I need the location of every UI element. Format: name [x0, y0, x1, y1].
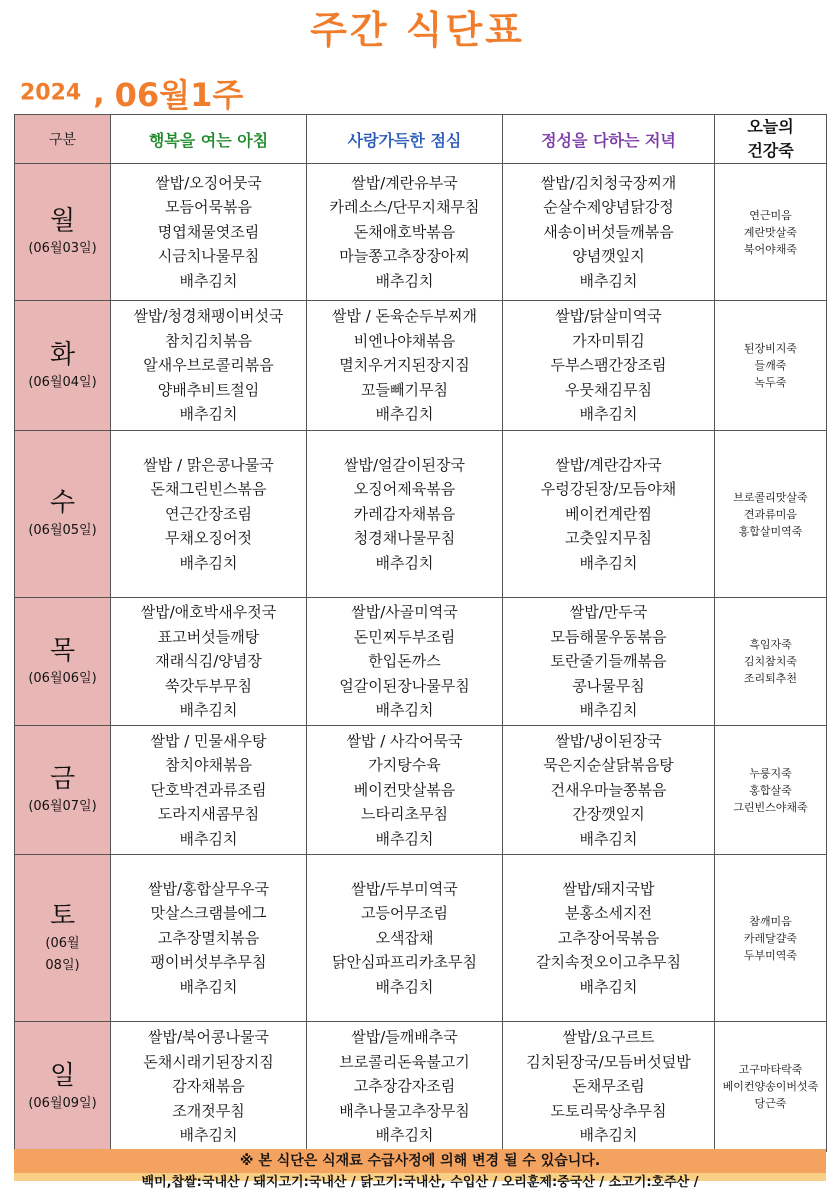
menu-item: 쌀밥/얼갈이된장국 — [344, 455, 465, 474]
day-date: (06월05일) — [28, 523, 97, 538]
menu-item: 쌀밥/만두국 — [569, 603, 648, 622]
menu-item: 배추김치 — [579, 405, 638, 424]
menu-item: 비엔나야채볶음 — [353, 331, 456, 350]
menu-item: 쌀밥/청경채팽이버섯국 — [133, 307, 284, 326]
menu-item: 배추김치 — [579, 701, 638, 720]
porridge-item: 된장비지죽 — [743, 342, 798, 355]
porridge-item: 그린빈스야채죽 — [733, 800, 808, 814]
menu-item: 토란줄기들깨볶음 — [550, 652, 667, 671]
day-date: (06월09일) — [28, 1095, 97, 1111]
menu-item: 배추김치 — [375, 829, 434, 848]
menu-item: 돈민찌두부조림 — [353, 627, 456, 646]
week-label — [20, 70, 243, 114]
menu-item: 조개젓무침 — [172, 1101, 245, 1120]
menu-item: 고추장멸치볶음 — [157, 928, 260, 947]
menu-item: 가자미튀김 — [572, 331, 645, 350]
menu-item: 배추김치 — [375, 405, 434, 424]
porridge-item: 당근죽 — [754, 1097, 787, 1110]
menu-item: 오색잡채 — [375, 928, 434, 947]
menu-item: 순살수제양념닭강정 — [543, 198, 674, 217]
porridge-item: 김치참치죽 — [743, 655, 798, 668]
menu-item: 모듬어묵볶음 — [165, 198, 252, 217]
day-date-line1: (06월 — [45, 936, 80, 951]
menu-item: 배추김치 — [579, 829, 638, 848]
day-row-sun — [15, 1022, 827, 1152]
porridge-item: 들깨죽 — [754, 359, 787, 372]
year: 2024 — [20, 80, 82, 106]
menu-item: 쌀밥 / 민물새우탕 — [150, 731, 267, 750]
menu-item: 마늘쫑고추장장아찌 — [339, 247, 470, 266]
menu-item: 배추김치 — [579, 1126, 638, 1145]
porridge-item: 카레달걀죽 — [743, 931, 798, 945]
lunch-cell — [307, 855, 503, 1022]
lunch-header: 사랑가득한 점심 — [307, 115, 503, 164]
day-row-mon — [15, 164, 827, 301]
day-name: 수 — [49, 488, 76, 518]
lunch-cell — [307, 598, 503, 726]
menu-item: 배추김치 — [375, 977, 434, 996]
menu-item: 닭안심파프리카초무침 — [332, 953, 477, 972]
porridge-item: 견과류미음 — [743, 507, 798, 521]
menu-item: 시금치나물무침 — [157, 247, 260, 266]
menu-item: 단호박견과류조림 — [150, 780, 267, 799]
menu-item: 참치김치볶음 — [165, 331, 252, 350]
menu-item: 한입돈까스 — [368, 652, 441, 671]
menu-item: 쌀밥/김치청국장찌개 — [540, 173, 677, 192]
dinner-cell — [503, 855, 715, 1022]
lunch-cell — [307, 726, 503, 855]
menu-item: 베이컨맛살볶음 — [353, 780, 456, 799]
porridge-item: 북어야채죽 — [743, 242, 798, 256]
health-porridge-cell — [715, 1022, 827, 1152]
menu-item: 배추나물고추장무침 — [339, 1101, 470, 1120]
menu-item: 알새우브로콜리볶음 — [143, 356, 274, 375]
menu-item: 연근간장조림 — [165, 504, 252, 523]
ingredient-origin-notice: 백미,찹쌀:국내산 / 돼지고기:국내산 / 닭고기:국내산, 수입산 / 오리훈제:중국산 / 소고기:호주산 / — [14, 1173, 826, 1181]
dinner-cell — [503, 301, 715, 431]
day-row-wed — [15, 431, 827, 598]
menu-item: 쌀밥 / 돈육순두부찌개 — [331, 307, 477, 326]
lunch-cell — [307, 164, 503, 301]
porridge-item: 흑임자죽 — [749, 638, 792, 651]
porridge-item: 브로콜리맛살죽 — [733, 490, 808, 504]
menu-item: 배추김치 — [179, 829, 238, 848]
menu-item: 배추김치 — [579, 977, 638, 996]
menu-item: 건새우마늘쫑볶음 — [550, 780, 667, 799]
health-porridge-cell — [715, 855, 827, 1022]
dinner-cell — [503, 1022, 715, 1152]
menu-item: 쌀밥/오징어뭇국 — [155, 173, 262, 192]
menu-item: 모듬해물우동볶음 — [550, 627, 667, 646]
week-comma: , — [93, 75, 105, 111]
day-date-line2: 08일) — [45, 958, 80, 973]
day-name: 토 — [49, 901, 76, 931]
menu-item: 배추김치 — [179, 271, 238, 290]
menu-item: 쌀밥/냉이된장국 — [555, 731, 662, 750]
menu-item: 돈채애호박볶음 — [353, 222, 456, 241]
porridge-item: 고구마타락죽 — [738, 1063, 803, 1076]
menu-item: 고춧잎지무침 — [565, 529, 652, 548]
menu-item: 돈채시래기된장지짐 — [143, 1052, 274, 1071]
menu-item: 가지탕수육 — [368, 756, 441, 775]
menu-item: 쌀밥/홍합살무우국 — [148, 879, 269, 898]
day-row-tue — [15, 301, 827, 431]
menu-item: 우렁강된장/모듬야채 — [540, 480, 677, 499]
menu-item: 고추장감자조림 — [353, 1077, 456, 1096]
menu-item: 팽이버섯부추무침 — [150, 953, 267, 972]
day-date: (06월06일) — [28, 670, 97, 686]
dinner-cell — [503, 598, 715, 726]
dinner-cell — [503, 164, 715, 301]
day-cell — [15, 431, 111, 598]
day-name: 목 — [49, 635, 76, 666]
menu-item: 카레감자채볶음 — [353, 504, 456, 523]
menu-item: 느타리초무침 — [361, 805, 448, 824]
porridge-item: 두부미역죽 — [743, 948, 798, 962]
header-row — [15, 115, 827, 164]
health-porridge-cell — [715, 431, 827, 598]
menu-item: 멸치우거지된장지짐 — [339, 356, 470, 375]
breakfast-cell — [111, 164, 307, 301]
health-porridge-cell — [715, 598, 827, 726]
breakfast-cell — [111, 726, 307, 855]
breakfast-header: 행복을 여는 아침 — [111, 115, 307, 164]
menu-item: 배추김치 — [375, 1126, 434, 1145]
menu-item: 양배추비트절임 — [157, 380, 260, 399]
menu-item: 쌀밥 / 맑은콩나물국 — [143, 455, 274, 474]
breakfast-cell — [111, 855, 307, 1022]
menu-item: 쑥갓두부무침 — [165, 676, 252, 695]
menu-item: 우뭇채김무침 — [565, 380, 652, 399]
health-porridge-cell — [715, 726, 827, 855]
health-header-line2: 건강죽 — [747, 141, 794, 160]
menu-item: 청경채나물무침 — [353, 529, 456, 548]
menu-item: 쌀밥/요구르트 — [562, 1028, 655, 1047]
menu-item: 참치야채볶음 — [165, 756, 252, 775]
menu-item: 베이컨계란찜 — [565, 504, 652, 523]
lunch-cell — [307, 301, 503, 431]
day-cell — [15, 1022, 111, 1152]
menu-item: 쌀밥/닭살미역국 — [555, 307, 662, 326]
menu-item: 배추김치 — [179, 977, 238, 996]
day-row-sat — [15, 855, 827, 1022]
porridge-item: 누룽지죽 — [749, 766, 792, 780]
menu-item: 분홍소세지전 — [565, 904, 652, 923]
day-cell — [15, 598, 111, 726]
health-header-line1: 오늘의 — [747, 117, 794, 136]
page-title: 주간 식단표 — [310, 8, 525, 52]
menu-item: 쌀밥/사골미역국 — [351, 603, 458, 622]
porridge-item: 홍합살미역죽 — [738, 524, 803, 538]
menu-item: 배추김치 — [179, 553, 238, 572]
menu-item: 쌀밥 / 사각어묵국 — [346, 731, 463, 750]
day-name: 일 — [49, 1060, 76, 1091]
menu-item: 고등어무조림 — [361, 904, 448, 923]
menu-item: 재래식김/양념장 — [155, 652, 262, 671]
day-name: 월 — [49, 206, 76, 236]
day-date: (06월03일) — [28, 241, 97, 256]
menu-item: 브로콜리돈육불고기 — [339, 1052, 470, 1071]
porridge-item: 녹두죽 — [754, 376, 787, 389]
dinner-cell — [503, 726, 715, 855]
menu-item: 돈채그린빈스볶음 — [150, 480, 267, 499]
menu-item: 명엽채물엿조림 — [157, 222, 260, 241]
menu-item: 꼬들빼기무침 — [361, 380, 448, 399]
menu-item: 감자채볶음 — [172, 1077, 245, 1096]
day-cell — [15, 301, 111, 431]
menu-item: 쌀밥/들깨배추국 — [351, 1028, 458, 1047]
day-row-fri — [15, 726, 827, 855]
menu-item: 표고버섯들깨탕 — [157, 627, 260, 646]
health-porridge-cell — [715, 164, 827, 301]
lunch-cell — [307, 431, 503, 598]
porridge-item: 홍합살죽 — [749, 783, 792, 797]
day-row-thu — [15, 598, 827, 726]
menu-change-notice: ※ 본 식단은 식재료 수급사정에 의해 변경 될 수 있습니다. — [14, 1149, 826, 1173]
menu-item: 갈치속젓오이고추무침 — [536, 953, 681, 972]
day-name: 금 — [49, 764, 76, 794]
menu-item: 간장깻잎지 — [572, 805, 645, 824]
weekly-menu-table — [14, 114, 827, 1152]
menu-item: 쌀밥/애호박새우젓국 — [140, 603, 277, 622]
menu-item: 배추김치 — [375, 553, 434, 572]
menu-item: 오징어제육볶음 — [353, 480, 456, 499]
porridge-item: 베이컨양송이버섯죽 — [722, 1080, 819, 1093]
breakfast-cell — [111, 431, 307, 598]
menu-item: 무채오징어젓 — [165, 529, 252, 548]
porridge-item: 연근미음 — [749, 208, 792, 222]
division-header: 구분 — [15, 115, 111, 164]
day-cell — [15, 855, 111, 1022]
menu-item: 새송이버섯들깨볶음 — [543, 222, 674, 241]
menu-item: 쌀밥/계란감자국 — [555, 455, 662, 474]
menu-item: 배추김치 — [179, 701, 238, 720]
menu-item: 도토리묵상추무침 — [550, 1101, 667, 1120]
menu-item: 쌀밥/북어콩나물국 — [148, 1028, 269, 1047]
menu-item: 두부스팸간장조림 — [550, 356, 667, 375]
day-cell — [15, 726, 111, 855]
menu-item: 배추김치 — [179, 405, 238, 424]
day-cell — [15, 164, 111, 301]
porridge-item: 조리퇴추천 — [743, 672, 798, 685]
menu-item: 배추김치 — [375, 271, 434, 290]
menu-item: 고추장어묵볶음 — [557, 928, 660, 947]
porridge-item: 참깨미음 — [749, 914, 792, 928]
breakfast-cell — [111, 301, 307, 431]
menu-item: 도라지새콤무침 — [157, 805, 260, 824]
menu-item: 배추김치 — [375, 701, 434, 720]
menu-item: 맛살스크램블에그 — [150, 904, 267, 923]
menu-item: 카레소스/단무지채무침 — [329, 198, 480, 217]
day-name: 화 — [49, 339, 76, 370]
menu-item: 배추김치 — [579, 553, 638, 572]
menu-item: 배추김치 — [579, 271, 638, 290]
menu-item: 얼갈이된장나물무침 — [339, 676, 470, 695]
health-porridge-cell — [715, 301, 827, 431]
dinner-cell — [503, 431, 715, 598]
day-date: (06월04일) — [28, 374, 97, 390]
health-porridge-header — [715, 115, 827, 164]
menu-item: 묵은지순살닭볶음탕 — [543, 756, 674, 775]
menu-item: 돈채무조림 — [572, 1077, 645, 1096]
porridge-item: 계란맛살죽 — [743, 225, 798, 239]
menu-item: 양념깻잎지 — [572, 247, 645, 266]
menu-item: 쌀밥/돼지국밥 — [562, 879, 655, 898]
menu-item: 쌀밥/계란유부국 — [351, 173, 458, 192]
breakfast-cell — [111, 598, 307, 726]
breakfast-cell — [111, 1022, 307, 1152]
menu-item: 콩나물무침 — [572, 676, 645, 695]
week-number: 06월1주 — [114, 76, 244, 114]
menu-item: 배추김치 — [179, 1126, 238, 1145]
menu-item: 쌀밥/두부미역국 — [351, 879, 458, 898]
lunch-cell — [307, 1022, 503, 1152]
menu-item: 김치된장국/모듬버섯덮밥 — [526, 1052, 691, 1071]
dinner-header: 정성을 다하는 저녁 — [503, 115, 715, 164]
day-date: (06월07일) — [28, 799, 97, 814]
